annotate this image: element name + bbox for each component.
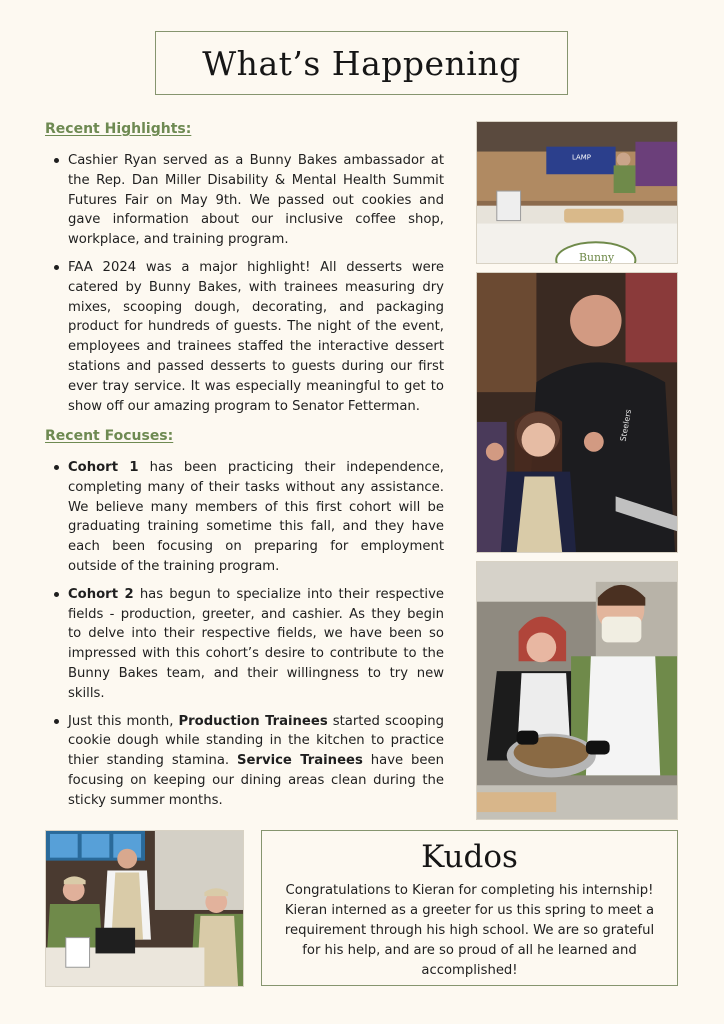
list-item: FAA 2024 was a major highlight! All desserts were catered by Bunny Bakes, with trainees measuring dry mixes, scooping dough, decorating, and packaging product for hundreds of guests. The night of the event, employees and trainees staffed the interactive dessert stations and passed desserts to guests during our first ever tray service. It was especially meaningful to get to show off our amazing program to Senator Fetterman.	[50, 258, 444, 416]
title-box	[155, 31, 568, 95]
cohort2-text: has begun to specialize into their respective fields - production, greeter, and cashier. As they begin to delve into their respective fields, we have been so impressed with this cohort’s desire to contribute to the Bunny Bakes team, and their willingness to try new skills.	[68, 586, 444, 701]
photo-senator	[476, 272, 678, 553]
photo-kitchen	[476, 561, 678, 820]
list-item	[50, 585, 444, 704]
table-banner-text: LAMP	[572, 153, 591, 162]
sweatshirt-text: Steelers	[618, 408, 634, 443]
kudos-box	[261, 830, 678, 986]
photo-info-table	[476, 121, 678, 264]
focuses-heading: Recent Focuses:	[45, 428, 174, 444]
highlights-list	[50, 151, 444, 424]
kudos-title: Kudos	[421, 839, 518, 875]
kudos-text: Congratulations to Kieran for completing his internship! Kieran interned as a greeter for us this spring to meet a requirement through his high school. We are so grateful for his help, and are so proud of all he learned and accomplished!	[284, 883, 655, 978]
cohort1-label: Cohort 1	[68, 460, 139, 475]
cohort2-label: Cohort 2	[68, 586, 134, 602]
cohort1-text: has been practicing their independence, completing many of their tasks without any assistance. We believe many members of this first cohort will be graduating training sometime this fall, and they have each been focusing on preparing for employment outside of the training program.	[68, 460, 444, 574]
item3-text-1: Just this month,	[68, 713, 179, 729]
table-sign-text: Bunny	[578, 251, 615, 263]
item3-text-2: started scooping cookie dough while standing in the kitchen to practice thier standing stamina.	[68, 713, 444, 769]
page-title: What’s Happening	[202, 43, 521, 83]
service-trainees-label: Service Trainees	[237, 753, 363, 769]
photo-cafe-team	[45, 830, 244, 987]
production-trainees-label: Production Trainees	[178, 713, 328, 729]
focuses-list	[50, 458, 444, 819]
list-item	[50, 458, 444, 577]
list-item	[50, 712, 444, 811]
list-item: Cashier Ryan served as a Bunny Bakes ambassador at the Rep. Dan Miller Disability & Mental Health Summit Futures Fair on May 9th. We passed out cookies and gave information about our inclusive coffee shop, workplace, and training program.	[50, 151, 444, 250]
highlights-heading: Recent Highlights:	[45, 121, 192, 137]
item3-text-3: have been focusing on keeping our dining areas clean during the sticky summer months.	[68, 753, 444, 808]
